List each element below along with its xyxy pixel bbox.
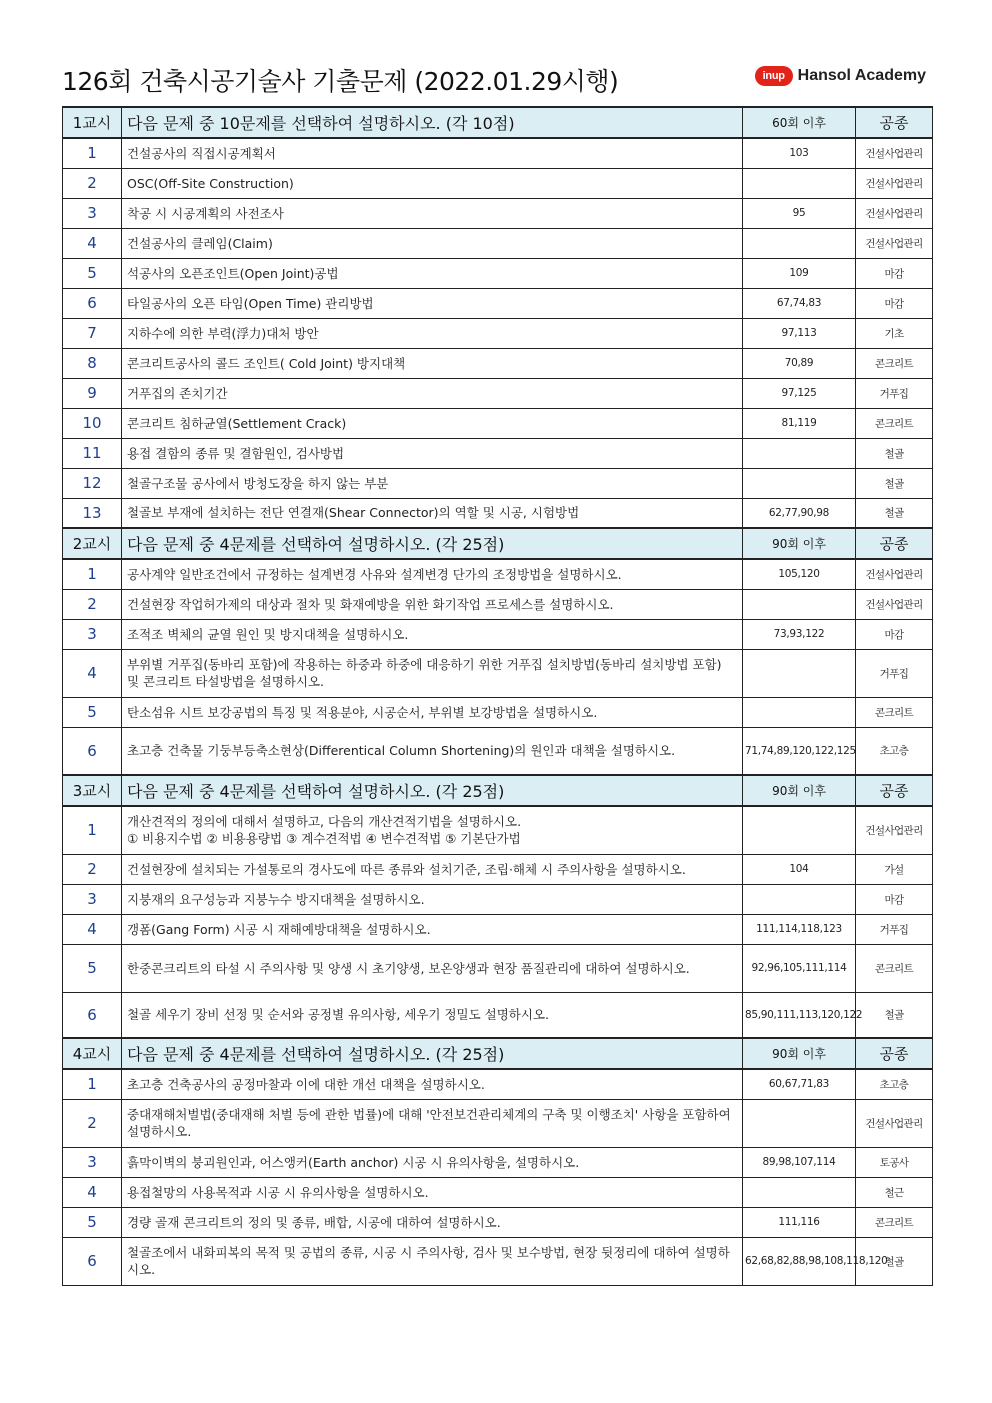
question-row [63,854,933,884]
question-number: 1 [63,1069,122,1099]
previous-rounds [743,468,856,498]
question-number: 3 [63,884,122,914]
question-category: 콘크리트 [856,697,933,727]
question-category: 철골 [856,498,933,528]
question-category: 거푸집 [856,914,933,944]
question-row [63,288,933,318]
question-number: 8 [63,348,122,378]
question-row [63,559,933,589]
question-text: 개산견적의 정의에 대해서 설명하고, 다음의 개산견적기법을 설명하시오. ① 비용지수법 ② 비용용량법 ③ 계수견적법 ④ 변수견적법 ⑤ 기본단가법 [122,806,743,854]
question-text: 석공사의 오픈조인트(Open Joint)공법 [122,258,743,288]
previous-rounds-header: 90회 이후 [743,528,856,559]
question-number: 4 [63,228,122,258]
previous-rounds: 105,120 [743,559,856,589]
previous-rounds: 92,96,105,111,114 [743,944,856,992]
question-number: 1 [63,559,122,589]
question-row [63,1099,933,1147]
previous-rounds: 109 [743,258,856,288]
previous-rounds-header: 90회 이후 [743,1038,856,1069]
previous-rounds: 71,74,89,120,122,125 [743,727,856,775]
previous-rounds-header: 60회 이후 [743,107,856,138]
question-row [63,727,933,775]
question-row [63,138,933,168]
question-text: 건설공사의 직접시공계획서 [122,138,743,168]
question-row [63,228,933,258]
question-number: 6 [63,727,122,775]
question-text: 한중콘크리트의 타설 시 주의사항 및 양생 시 초기양생, 보온양생과 현장 품질관리에 대하여 설명하시오. [122,944,743,992]
question-category: 거푸집 [856,649,933,697]
question-number: 12 [63,468,122,498]
question-text: 경량 골재 콘크리트의 정의 및 종류, 배합, 시공에 대하여 설명하시오. [122,1207,743,1237]
question-row [63,348,933,378]
question-text: 건설현장 작업허가제의 대상과 절차 및 화재예방을 위한 화기작업 프로세스를 설명하시오. [122,589,743,619]
previous-rounds [743,697,856,727]
question-number: 1 [63,138,122,168]
question-text: 지붕재의 요구성능과 지붕누수 방지대책을 설명하시오. [122,884,743,914]
question-number: 5 [63,258,122,288]
section-header-row [63,1038,933,1069]
question-category: 토공사 [856,1147,933,1177]
previous-rounds: 70,89 [743,348,856,378]
question-row [63,914,933,944]
question-category: 기초 [856,318,933,348]
previous-rounds [743,806,856,854]
question-number: 6 [63,288,122,318]
hansol-academy-logo [755,64,926,88]
previous-rounds [743,649,856,697]
question-category: 마감 [856,258,933,288]
question-number: 7 [63,318,122,348]
previous-rounds: 81,119 [743,408,856,438]
question-row [63,468,933,498]
question-number: 5 [63,944,122,992]
previous-rounds: 97,113 [743,318,856,348]
document-header [62,58,932,100]
question-text: 거푸집의 존치기간 [122,378,743,408]
question-text: 흙막이벽의 붕괴원인과, 어스앵커(Earth anchor) 시공 시 유의사항을, 설명하시오. [122,1147,743,1177]
question-text: 타일공사의 오픈 타임(Open Time) 관리방법 [122,288,743,318]
question-number: 4 [63,649,122,697]
question-row [63,198,933,228]
category-header: 공종 [856,528,933,559]
question-text: 초고층 건축공사의 공정마찰과 이에 대한 개선 대책을 설명하시오. [122,1069,743,1099]
previous-rounds [743,438,856,468]
question-text: 철골보 부재에 설치하는 전단 연결재(Shear Connector)의 역할 및 시공, 시험방법 [122,498,743,528]
question-category: 거푸집 [856,378,933,408]
question-text: 갱폼(Gang Form) 시공 시 재해예방대책을 설명하시오. [122,914,743,944]
question-row [63,589,933,619]
question-text: 철골 세우기 장비 선정 및 순서와 공정별 유의사항, 세우기 정밀도 설명하시오. [122,992,743,1038]
question-category: 가설 [856,854,933,884]
question-row [63,1237,933,1285]
question-category: 마감 [856,884,933,914]
question-row [63,318,933,348]
question-text: 콘크리트공사의 콜드 조인트( Cold Joint) 방지대책 [122,348,743,378]
question-category: 철골 [856,1237,933,1285]
question-text: 초고층 건축물 기둥부등축소현상(Differentical Column Shortening)의 원인과 대책을 설명하시오. [122,727,743,775]
question-text: 조적조 벽체의 균열 원인 및 방지대책을 설명하시오. [122,619,743,649]
question-text: 중대재해처벌법(중대재해 처벌 등에 관한 법률)에 대해 '안전보건관리체계의 구축 및 이행조치' 사항을 포함하여 설명하시오. [122,1099,743,1147]
question-row [63,806,933,854]
question-row [63,498,933,528]
question-number: 2 [63,168,122,198]
question-number: 10 [63,408,122,438]
previous-rounds: 111,114,118,123 [743,914,856,944]
question-category: 건설사업관리 [856,138,933,168]
previous-rounds: 104 [743,854,856,884]
document-title: 126회 건축시공기술사 기출문제 (2022.01.29시행) [62,67,619,96]
question-category: 건설사업관리 [856,168,933,198]
previous-rounds: 60,67,71,83 [743,1069,856,1099]
question-row [63,697,933,727]
question-text: 부위별 거푸집(동바리 포함)에 작용하는 하중과 하중에 대응하기 위한 거푸집 설치방법(동바리 설치방법 포함) 및 콘크리트 타설방법을 설명하시오. [122,649,743,697]
question-number: 2 [63,1099,122,1147]
previous-rounds-header: 90회 이후 [743,775,856,806]
previous-rounds: 73,93,122 [743,619,856,649]
question-number: 13 [63,498,122,528]
question-category: 초고층 [856,1069,933,1099]
category-header: 공종 [856,1038,933,1069]
question-text: 탄소섬유 시트 보강공법의 특징 및 적용분야, 시공순서, 부위별 보강방법을 설명하시오. [122,697,743,727]
exam-questions-table [62,106,933,1286]
question-category: 콘크리트 [856,944,933,992]
question-row [63,408,933,438]
question-number: 2 [63,854,122,884]
question-number: 1 [63,806,122,854]
section-label: 3교시 [63,775,122,806]
question-number: 6 [63,1237,122,1285]
question-number: 3 [63,619,122,649]
section-instruction: 다음 문제 중 10문제를 선택하여 설명하시오. (각 10점) [122,107,743,138]
question-category: 철근 [856,1177,933,1207]
question-number: 4 [63,914,122,944]
question-category: 건설사업관리 [856,1099,933,1147]
previous-rounds [743,168,856,198]
question-row [63,1147,933,1177]
logo-text: Hansol Academy [797,67,926,84]
question-row [63,1069,933,1099]
previous-rounds [743,1177,856,1207]
previous-rounds: 85,90,111,113,120,122 [743,992,856,1038]
question-category: 콘크리트 [856,348,933,378]
section-instruction: 다음 문제 중 4문제를 선택하여 설명하시오. (각 25점) [122,775,743,806]
previous-rounds: 95 [743,198,856,228]
previous-rounds [743,884,856,914]
question-text: 철골구조물 공사에서 방청도장을 하지 않는 부분 [122,468,743,498]
section-instruction: 다음 문제 중 4문제를 선택하여 설명하시오. (각 25점) [122,1038,743,1069]
question-number: 11 [63,438,122,468]
section-label: 1교시 [63,107,122,138]
section-header-row [63,107,933,138]
previous-rounds: 62,68,82,88,98,108,118,120 [743,1237,856,1285]
section-header-row [63,775,933,806]
question-row [63,1177,933,1207]
question-row [63,378,933,408]
question-text: 콘크리트 침하균열(Settlement Crack) [122,408,743,438]
question-category: 초고층 [856,727,933,775]
question-text: 철골조에서 내화피복의 목적 및 공법의 종류, 시공 시 주의사항, 검사 및 보수방법, 현장 뒷정리에 대하여 설명하시오. [122,1237,743,1285]
previous-rounds [743,589,856,619]
question-text: OSC(Off-Site Construction) [122,168,743,198]
question-category: 건설사업관리 [856,589,933,619]
previous-rounds: 62,77,90,98 [743,498,856,528]
question-row [63,649,933,697]
category-header: 공종 [856,107,933,138]
section-label: 4교시 [63,1038,122,1069]
question-number: 5 [63,1207,122,1237]
previous-rounds: 103 [743,138,856,168]
question-text: 지하수에 의한 부력(浮力)대처 방안 [122,318,743,348]
section-instruction: 다음 문제 중 4문제를 선택하여 설명하시오. (각 25점) [122,528,743,559]
question-category: 건설사업관리 [856,228,933,258]
inup-logo-icon: inup [755,66,793,86]
question-number: 3 [63,1147,122,1177]
question-category: 철골 [856,468,933,498]
question-category: 건설사업관리 [856,559,933,589]
question-category: 건설사업관리 [856,806,933,854]
question-text: 용접철망의 사용목적과 시공 시 유의사항을 설명하시오. [122,1177,743,1207]
question-number: 9 [63,378,122,408]
question-category: 콘크리트 [856,408,933,438]
question-row [63,168,933,198]
question-row [63,992,933,1038]
question-category: 콘크리트 [856,1207,933,1237]
question-text: 용접 결함의 종류 및 결함원인, 검사방법 [122,438,743,468]
category-header: 공종 [856,775,933,806]
question-row [63,1207,933,1237]
previous-rounds: 89,98,107,114 [743,1147,856,1177]
question-text: 착공 시 시공계획의 사전조사 [122,198,743,228]
question-category: 마감 [856,619,933,649]
question-number: 4 [63,1177,122,1207]
question-row [63,619,933,649]
question-number: 3 [63,198,122,228]
previous-rounds [743,1099,856,1147]
previous-rounds: 111,116 [743,1207,856,1237]
question-text: 건설현장에 설치되는 가설통로의 경사도에 따른 종류와 설치기준, 조립·해체 시 주의사항을 설명하시오. [122,854,743,884]
question-row [63,944,933,992]
section-header-row [63,528,933,559]
question-text: 공사계약 일반조건에서 규정하는 설계변경 사유와 설계변경 단가의 조정방법을 설명하시오. [122,559,743,589]
question-category: 건설사업관리 [856,198,933,228]
question-number: 6 [63,992,122,1038]
section-label: 2교시 [63,528,122,559]
question-row [63,884,933,914]
previous-rounds [743,228,856,258]
previous-rounds: 67,74,83 [743,288,856,318]
question-row [63,438,933,468]
question-number: 2 [63,589,122,619]
question-category: 철골 [856,992,933,1038]
question-row [63,258,933,288]
question-number: 5 [63,697,122,727]
previous-rounds: 97,125 [743,378,856,408]
question-category: 마감 [856,288,933,318]
question-category: 철골 [856,438,933,468]
question-text: 건설공사의 클레임(Claim) [122,228,743,258]
